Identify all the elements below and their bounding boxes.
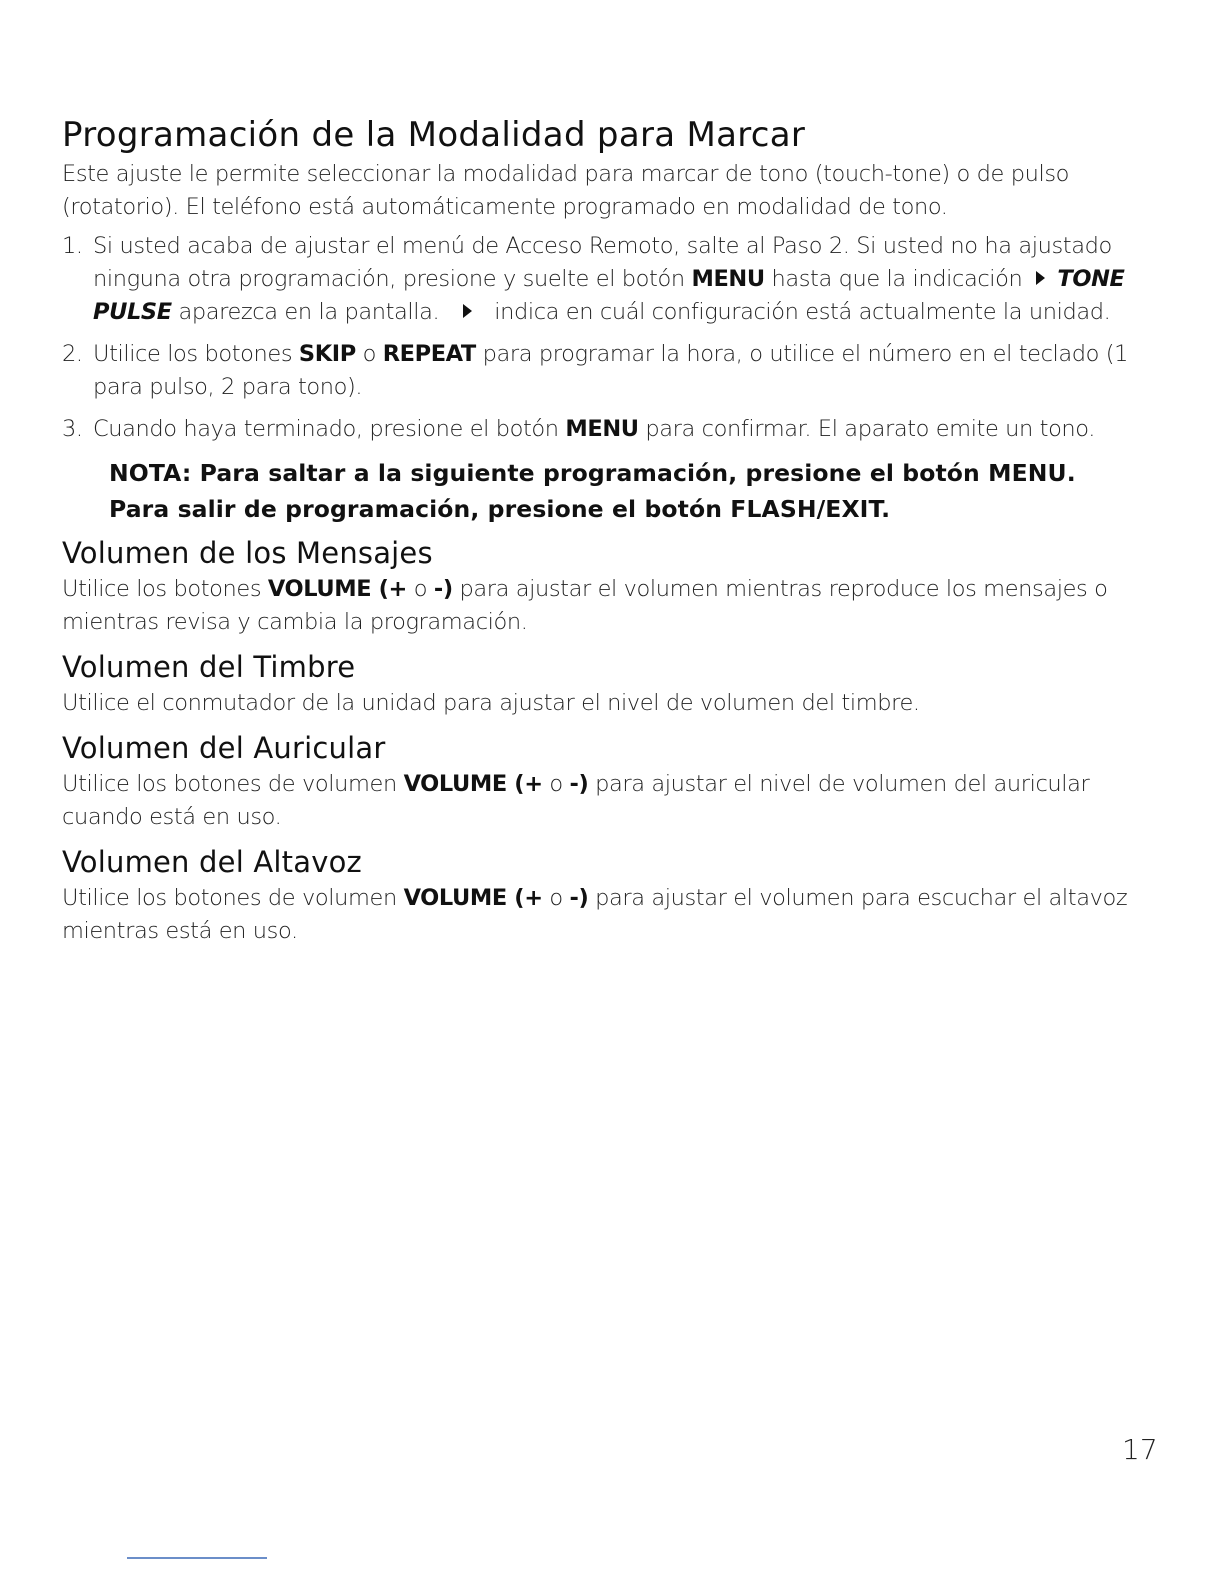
step-text-part: para programar la hora, o utilice el número en el teclado (1 para pulso, 2 para tono). [93, 341, 1129, 400]
step-number: 2. [62, 341, 83, 367]
handset-volume-text [62, 768, 1152, 834]
pointer-triangle-icon [463, 304, 472, 318]
text-part: o [542, 885, 570, 911]
step-text [93, 230, 1152, 329]
step-text-part: hasta que la indicación [764, 266, 1023, 292]
message-volume-text [62, 573, 1152, 639]
volume-button-label: VOLUME (+ [403, 771, 543, 797]
volume-button-label: VOLUME (+ [403, 885, 543, 911]
note-block [109, 455, 1152, 527]
step-text [93, 338, 1152, 404]
step-number: 1. [62, 233, 83, 259]
dial-mode-steps [62, 230, 1152, 446]
step-1 [62, 230, 1152, 329]
text-part: para ajustar el volumen mientras reproduce los mensajes o mientras revisa y cambia la programación. [62, 576, 1108, 635]
step-2 [62, 338, 1152, 404]
ringer-volume-section [62, 647, 1152, 720]
pointer-triangle-icon [1036, 271, 1045, 285]
step-3 [62, 413, 1152, 446]
step-text-part: aparezca en la pantalla. [171, 299, 440, 325]
page-content [62, 112, 1152, 948]
text-part: o [542, 771, 570, 797]
step-text-part: Utilice los botones [93, 341, 299, 367]
handset-volume-title: Volumen del Auricular [62, 731, 386, 765]
ringer-volume-title: Volumen del Timbre [62, 650, 356, 684]
speaker-volume-title: Volumen del Altavoz [62, 845, 362, 879]
text-part: Utilice los botones [62, 576, 268, 602]
skip-button-label: SKIP [298, 341, 356, 367]
text-part: Utilice los botones de volumen [62, 885, 404, 911]
step-text-part: para confirmar. El aparato emite un tono. [638, 416, 1096, 442]
tone-pulse-label: TONE PULSE [93, 266, 1125, 325]
page-number: 17 [1122, 1433, 1158, 1466]
speaker-volume-section [62, 842, 1152, 948]
message-volume-title: Volumen de los Mensajes [62, 536, 433, 570]
dial-mode-intro: Este ajuste le permite seleccionar la modalidad para marcar de tono (touch-tone) o de pulso (rotatorio). El teléfono está automáticamente programado en modalidad de tono. [62, 161, 1070, 220]
dial-mode-title: Programación de la Modalidad para Marcar [62, 115, 806, 155]
volume-minus-label: -) [433, 576, 453, 602]
text-part: para ajustar el volumen para escuchar el altavoz mientras está en uso. [62, 885, 1128, 944]
message-volume-section [62, 533, 1152, 639]
menu-button-label: MENU [565, 416, 639, 442]
note-line-2: Para salir de programación, presione el botón FLASH/EXIT. [109, 495, 891, 523]
step-number: 3. [62, 416, 83, 442]
note-line-1: NOTA: Para saltar a la siguiente programación, presione el botón MENU. [109, 459, 1076, 487]
menu-button-label: MENU [691, 266, 765, 292]
footer-rule [127, 1557, 267, 1559]
ringer-volume-text: Utilice el conmutador de la unidad para ajustar el nivel de volumen del timbre. [62, 690, 920, 716]
volume-button-label: VOLUME (+ [267, 576, 408, 602]
text-part: Utilice los botones de volumen [62, 771, 404, 797]
handset-volume-section [62, 728, 1152, 834]
step-text-part: o [355, 341, 383, 367]
text-part: para ajustar el nivel de volumen del auricular cuando está en uso. [62, 771, 1090, 830]
text-part: o [407, 576, 434, 602]
step-text [93, 413, 1152, 446]
speaker-volume-text [62, 882, 1152, 948]
volume-minus-label: -) [569, 885, 589, 911]
repeat-button-label: REPEAT [382, 341, 476, 367]
step-text-part: indica en cuál configuración está actualmente la unidad. [494, 299, 1111, 325]
step-text-part: Cuando haya terminado, presione el botón [93, 416, 566, 442]
dial-mode-section [62, 112, 1152, 527]
step-text-part: Si usted acaba de ajustar el menú de Acceso Remoto, salte al Paso 2. Si usted no ha ajustado ninguna otra programación, presione y suelte el botón [93, 233, 1112, 292]
volume-minus-label: -) [569, 771, 589, 797]
